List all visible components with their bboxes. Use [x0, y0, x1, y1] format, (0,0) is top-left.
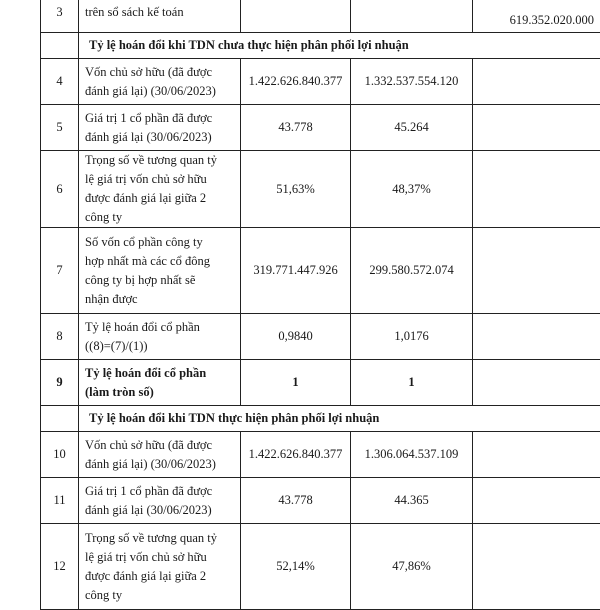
- row-description: Trọng số về tương quan tỷ lệ giá trị vốn chủ sở hữu được đánh giá lại giữa 2 công ty: [79, 151, 241, 228]
- total-value: [473, 524, 600, 610]
- row-number: 12: [41, 524, 79, 610]
- table-row: [41, 105, 600, 151]
- row-number: 5: [41, 105, 79, 151]
- section-header-row: [41, 406, 600, 432]
- company-b-value: 1.306.064.537.109: [351, 432, 473, 478]
- company-a-value: 43.778: [241, 105, 351, 151]
- company-a-value: 1.422.626.840.377: [241, 59, 351, 105]
- company-b-value: 45.264: [351, 105, 473, 151]
- row-description: Giá trị 1 cổ phần đã được đánh giá lại (30/06/2023): [79, 478, 241, 524]
- row-number: 7: [41, 228, 79, 314]
- company-b-value: 1.332.537.554.120: [351, 59, 473, 105]
- company-b-value: 47,86%: [351, 524, 473, 610]
- company-a-value: 52,14%: [241, 524, 351, 610]
- row-number: 4: [41, 59, 79, 105]
- table-row: [41, 151, 600, 228]
- row-description: trên sổ sách kế toán: [79, 0, 241, 33]
- total-value: [473, 228, 600, 314]
- total-value: [473, 478, 600, 524]
- section-title: Tỷ lệ hoán đổi khi TDN chưa thực hiện phân phối lợi nhuận: [79, 33, 600, 59]
- company-a-value: 319.771.447.926: [241, 228, 351, 314]
- company-b-value: 1: [351, 360, 473, 406]
- table-row: [41, 59, 600, 105]
- table-row: [41, 432, 600, 478]
- company-a-value: 51,63%: [241, 151, 351, 228]
- row-description: Trọng số về tương quan tỷ lệ giá trị vốn chủ sở hữu được đánh giá lại giữa 2 công ty: [79, 524, 241, 610]
- row-number: 3: [41, 0, 79, 33]
- company-b-value: 44.365: [351, 478, 473, 524]
- total-value: [473, 432, 600, 478]
- total-value: 619.352.020.000: [473, 0, 600, 33]
- row-number-cell: [41, 406, 79, 432]
- section-header-row: [41, 33, 600, 59]
- row-description: Tỷ lệ hoán đổi cổ phần ((8)=(7)/(1)): [79, 314, 241, 360]
- table-row: [41, 360, 600, 406]
- table-row: [41, 228, 600, 314]
- company-a-value: [241, 0, 351, 33]
- row-description: Tỷ lệ hoán đổi cổ phần (làm tròn số): [79, 360, 241, 406]
- row-number-cell: [41, 33, 79, 59]
- row-number: 11: [41, 478, 79, 524]
- table-row: [41, 524, 600, 610]
- row-description: Giá trị 1 cổ phần đã được đánh giá lại (30/06/2023): [79, 105, 241, 151]
- table-row: [41, 478, 600, 524]
- company-b-value: 299.580.572.074: [351, 228, 473, 314]
- company-a-value: 43.778: [241, 478, 351, 524]
- row-number: 6: [41, 151, 79, 228]
- company-a-value: 0,9840: [241, 314, 351, 360]
- company-b-value: [351, 0, 473, 33]
- total-value: [473, 314, 600, 360]
- table-row: [41, 0, 600, 33]
- row-description: Vốn chủ sở hữu (đã được đánh giá lại) (30/06/2023): [79, 432, 241, 478]
- row-number: 9: [41, 360, 79, 406]
- row-description: Vốn chủ sở hữu (đã được đánh giá lại) (30/06/2023): [79, 59, 241, 105]
- company-b-value: 1,0176: [351, 314, 473, 360]
- total-value: [473, 360, 600, 406]
- table-row: [41, 314, 600, 360]
- company-a-value: 1: [241, 360, 351, 406]
- row-description: Số vốn cổ phần công ty hợp nhất mà các cổ đông công ty bị hợp nhất sẽ nhận được: [79, 228, 241, 314]
- total-value: [473, 59, 600, 105]
- total-value: [473, 151, 600, 228]
- exchange-ratio-table: [40, 0, 600, 610]
- section-title: Tỷ lệ hoán đổi khi TDN thực hiện phân phối lợi nhuận: [79, 406, 600, 432]
- row-number: 10: [41, 432, 79, 478]
- company-a-value: 1.422.626.840.377: [241, 432, 351, 478]
- row-number: 8: [41, 314, 79, 360]
- company-b-value: 48,37%: [351, 151, 473, 228]
- total-value: [473, 105, 600, 151]
